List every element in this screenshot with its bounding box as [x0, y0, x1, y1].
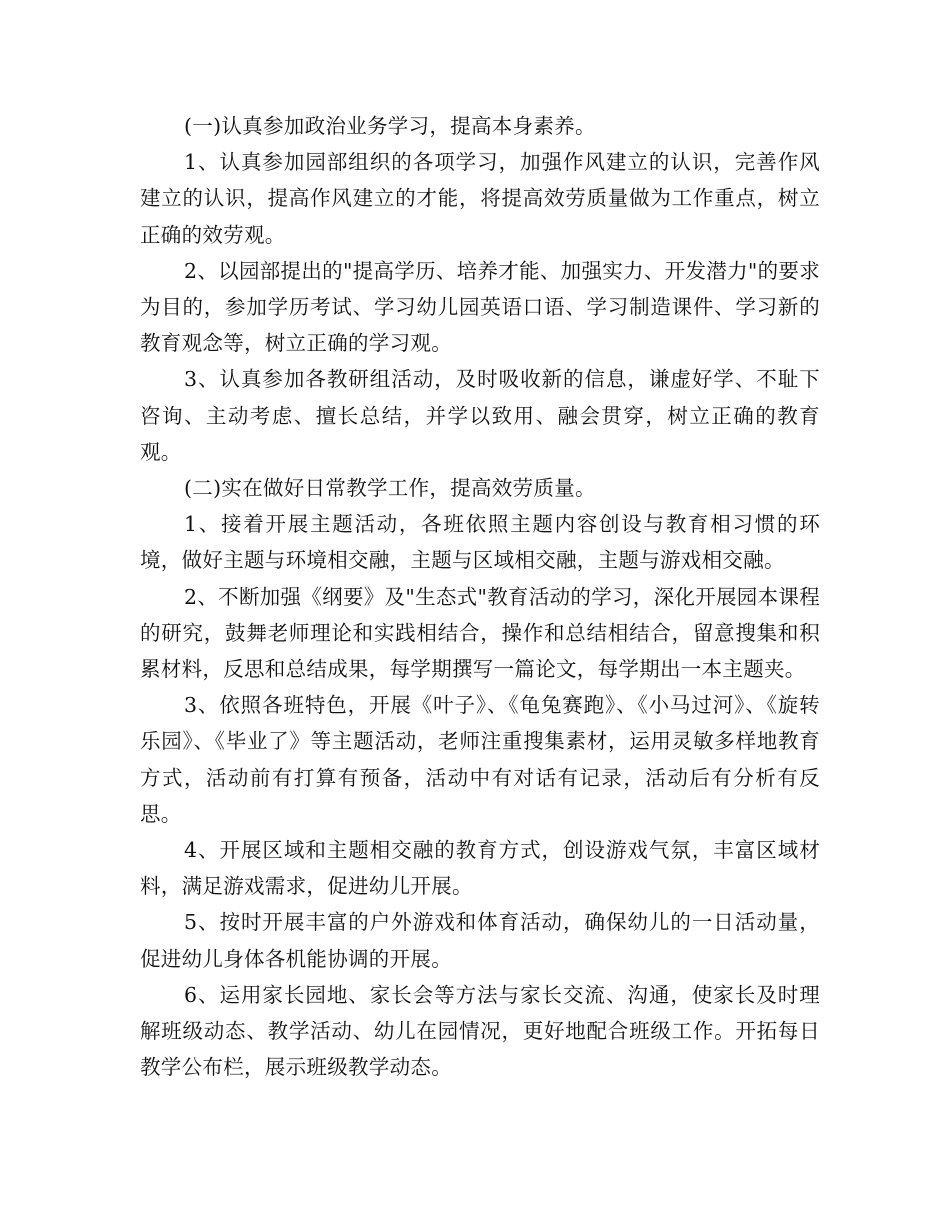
paragraph: 1、接着开展主题活动，各班依照主题内容创设与教育相习惯的环境，做好主题与环境相交融，主题与区域相交融，主题与游戏相交融。 [140, 512, 820, 573]
paragraph: 3、认真参加各教研组活动，及时吸收新的信息，谦虚好学、不耻下咨询、主动考虑、擅长总结，并学以致用、融会贯穿，树立正确的教育观。 [140, 367, 820, 464]
section-heading-2: (二)实在做好日常教学工作，提高效劳质量。 [184, 476, 596, 501]
paragraph: 6、运用家长园地、家长会等方法与家长交流、沟通，使家长及时理解班级动态、教学活动、幼儿在园情况，更好地配合班级工作。开拓每日教学公布栏，展示班级教学动态。 [140, 982, 820, 1080]
paragraph: 1、认真参加园部组织的各项学习，加强作风建立的认识，完善作风建立的认识，提高作风建立的才能，将提高效劳质量做为工作重点，树立正确的效劳观。 [140, 150, 820, 247]
section-heading-1: (一)认真参加政治业务学习，提高本身素养。 [184, 114, 596, 138]
paragraph: 2、不断加强《纲要》及"生态式"教育活动的学习，深化开展园本课程的研究，鼓舞老师理论和实践相结合，操作和总结相结合，留意搜集和积累材料，反思和总结成果，每学期撰写一篇论文，每学期出一本主题夹。 [140, 584, 820, 682]
paragraph: 5、按时开展丰富的户外游戏和体育活动，确保幼儿的一日活动量，促进幼儿身体各机能协调的开展。 [140, 910, 820, 971]
paragraph: 3、依照各班特色，开展《叶子》、《龟兔赛跑》、《小马过河》、《旋转乐园》、《毕业了》等主题活动，老师注重搜集素材，运用灵敏多样地教育方式，活动前有打算有预备，活动中有对话有记录，活动后有分析有反思。 [140, 693, 820, 826]
document-page [140, 108, 820, 1085]
paragraph: 2、以园部提出的"提高学历、培养才能、加强实力、开发潜力"的要求为目的，参加学历考试、学习幼儿园英语口语、学习制造课件、学习新的教育观念等，树立正确的学习观。 [140, 258, 820, 356]
paragraph: 4、开展区域和主题相交融的教育方式，创设游戏气氛，丰富区域材料，满足游戏需求，促进幼儿开展。 [140, 838, 820, 899]
